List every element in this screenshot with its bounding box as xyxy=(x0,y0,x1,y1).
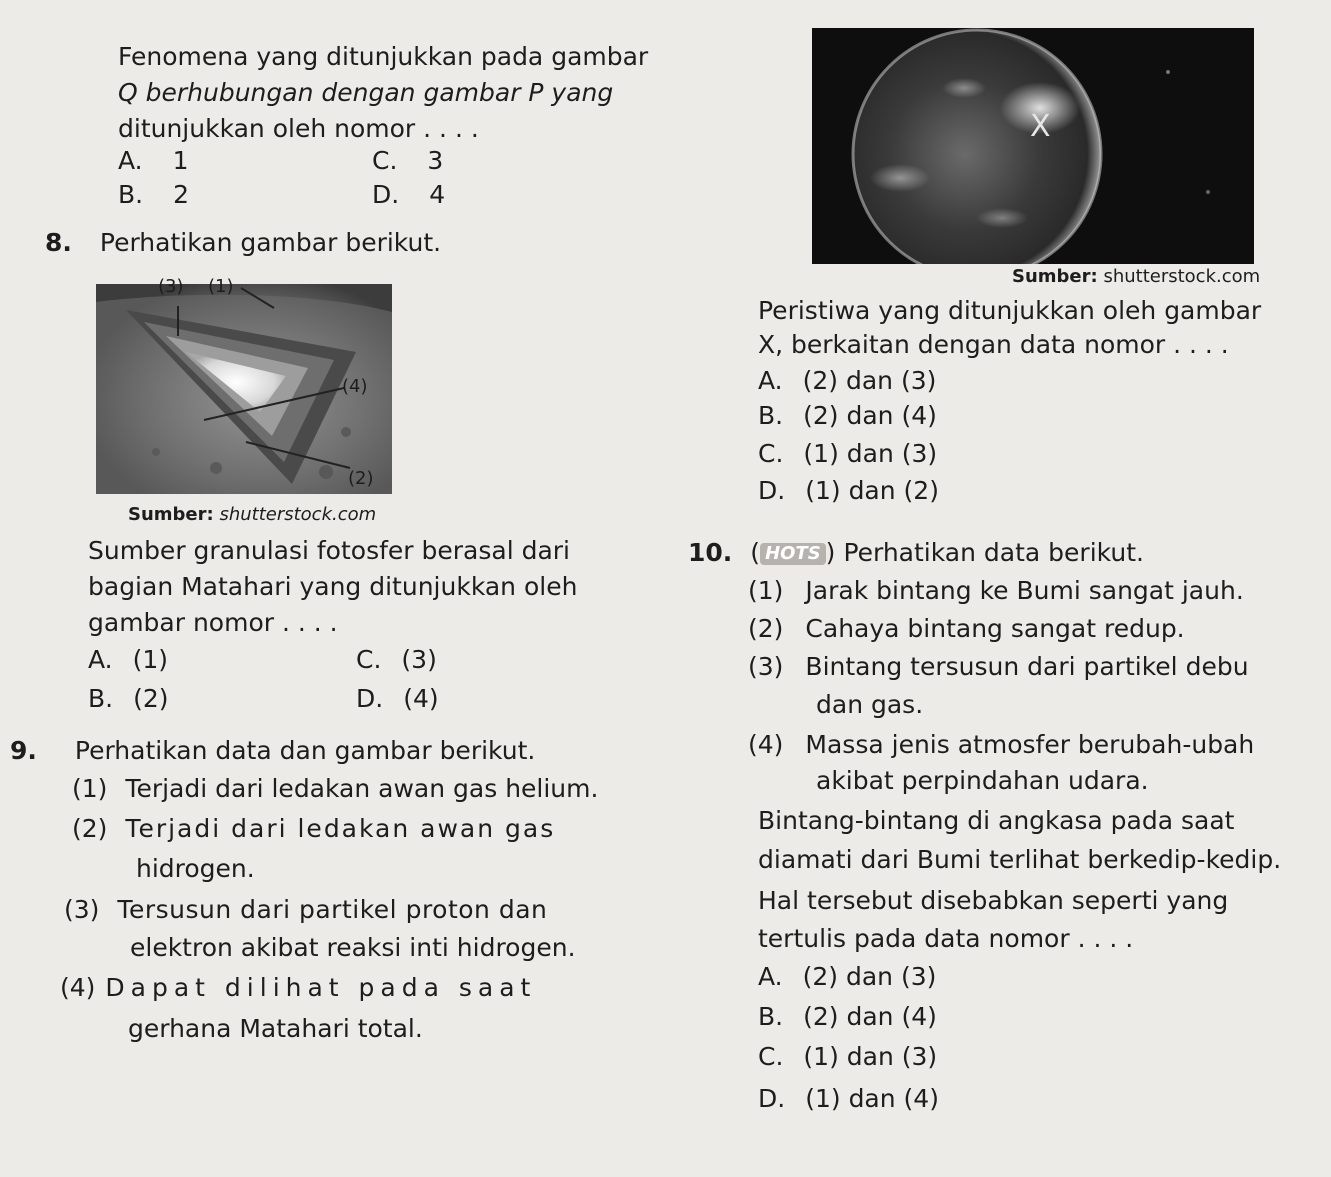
q9-item-4 xyxy=(60,973,536,1003)
q8-stem-line2: bagian Matahari yang ditunjukkan oleh xyxy=(88,572,578,601)
item-text: Tersusun dari partikel proton dan xyxy=(117,895,548,924)
option-letter: D. xyxy=(758,476,786,505)
item-number: (1) xyxy=(748,576,784,605)
option-letter: A. xyxy=(118,146,143,175)
q10-option-d[interactable] xyxy=(758,1084,939,1114)
option-letter: A. xyxy=(758,962,783,991)
option-text: (2) dan (3) xyxy=(802,962,937,991)
q7-stem-line3: ditunjukkan oleh nomor . . . . xyxy=(118,114,479,143)
item-text: Dapat dilihat pada saat xyxy=(105,973,537,1002)
label-3: (3) xyxy=(158,276,184,297)
q10-option-a[interactable] xyxy=(758,962,936,992)
q8-option-c[interactable] xyxy=(356,645,437,675)
q9-header xyxy=(10,736,535,766)
q9-stem-line2: X, berkaitan dengan data nomor . . . . xyxy=(758,330,1229,359)
q10-header: 10. ( HOTS ) Perhatikan data berikut. xyxy=(688,538,1144,567)
q10-item-3 xyxy=(748,652,1249,682)
q10-item-1 xyxy=(748,576,1244,606)
item-number: (1) xyxy=(72,774,108,803)
option-letter: C. xyxy=(758,439,784,468)
q8-header xyxy=(45,228,441,258)
q9-option-d[interactable] xyxy=(758,476,939,506)
q9-number: 9. xyxy=(10,736,37,765)
q7-stem-line2-text: Q berhubungan dengan gambar P yang xyxy=(118,78,614,107)
option-text: 1 xyxy=(172,146,189,175)
q10-stem-line3: Hal tersebut disebabkan seperti yang xyxy=(758,886,1229,915)
option-text: 4 xyxy=(429,180,446,209)
option-letter: C. xyxy=(758,1042,784,1071)
item-number: (4) xyxy=(748,730,784,759)
q9-item-4-line2: gerhana Matahari total. xyxy=(128,1014,423,1043)
option-text: (1) xyxy=(132,645,169,674)
label-1: (1) xyxy=(208,276,234,297)
q9-stem-line1: Peristiwa yang ditunjukkan oleh gambar xyxy=(758,296,1262,325)
solar-flare-figure xyxy=(812,28,1254,264)
q10-item-4-line2: akibat perpindahan udara. xyxy=(816,766,1149,795)
q10-stem-line1: Bintang-bintang di angkasa pada saat xyxy=(758,806,1235,835)
option-letter: C. xyxy=(356,645,382,674)
option-text: (1) dan (2) xyxy=(805,476,939,505)
item-number: (3) xyxy=(748,652,784,681)
item-number: (2) xyxy=(72,814,108,843)
q8-option-b[interactable] xyxy=(88,684,169,714)
hots-badge: HOTS xyxy=(760,543,826,565)
option-letter: B. xyxy=(118,180,144,209)
item-text: Terjadi dari ledakan awan gas xyxy=(125,814,556,843)
q8-option-a[interactable] xyxy=(88,645,168,675)
option-text: (2) dan (4) xyxy=(803,401,937,430)
q7-stem-line1: Fenomena yang ditunjukkan pada gambar xyxy=(118,42,649,71)
q8-option-d[interactable] xyxy=(356,684,439,714)
item-number: (4) xyxy=(60,973,96,1002)
q7-option-c[interactable] xyxy=(372,146,443,176)
item-text: Bintang tersusun dari partikel debu xyxy=(805,652,1249,681)
item-text: Jarak bintang ke Bumi sangat jauh. xyxy=(805,576,1244,605)
label-x: X xyxy=(1030,109,1051,144)
option-letter: A. xyxy=(758,366,783,395)
source-label: Sumber: xyxy=(1012,266,1098,287)
option-letter: A. xyxy=(88,645,113,674)
q9-option-c[interactable] xyxy=(758,439,937,469)
q10-stem-line4: tertulis pada data nomor . . . . xyxy=(758,924,1134,953)
q9-option-b[interactable] xyxy=(758,401,937,431)
source-value: shutterstock.com xyxy=(219,504,377,525)
q10-option-b[interactable] xyxy=(758,1002,937,1032)
option-letter: D. xyxy=(758,1084,786,1113)
q9-option-a[interactable] xyxy=(758,366,936,396)
q10-instruction: Perhatikan data berikut. xyxy=(843,538,1144,567)
item-number: (2) xyxy=(748,614,784,643)
item-text: Massa jenis atmosfer berubah-ubah xyxy=(805,730,1255,759)
option-text: (2) xyxy=(133,684,169,713)
source-label: Sumber: xyxy=(128,504,214,525)
option-letter: B. xyxy=(758,1002,784,1031)
option-text: (1) dan (3) xyxy=(803,439,938,468)
label-4: (4) xyxy=(342,376,368,397)
option-text: (3) xyxy=(401,645,437,674)
q7-option-a[interactable] xyxy=(118,146,189,176)
q8-number: 8. xyxy=(45,228,72,257)
item-text: Terjadi dari ledakan awan gas helium. xyxy=(125,774,599,803)
q10-stem-line2: diamati dari Bumi terlihat berkedip-kedip. xyxy=(758,845,1282,874)
option-text: 2 xyxy=(173,180,190,209)
q9-item-2-line2: hidrogen. xyxy=(136,854,255,883)
item-number: (3) xyxy=(64,895,100,924)
option-text: (1) dan (3) xyxy=(803,1042,938,1071)
q8-instruction: Perhatikan gambar berikut. xyxy=(99,228,442,257)
q9-item-3 xyxy=(64,895,547,925)
option-letter: B. xyxy=(758,401,784,430)
q10-item-4 xyxy=(748,730,1254,760)
option-text: (2) dan (3) xyxy=(802,366,937,395)
q7-option-b[interactable] xyxy=(118,180,189,210)
option-text: 3 xyxy=(427,146,444,175)
q8-stem-line1: Sumber granulasi fotosfer berasal dari xyxy=(88,536,571,565)
q9-item-3-line2: elektron akibat reaksi inti hidrogen. xyxy=(130,933,576,962)
q10-option-c[interactable] xyxy=(758,1042,937,1072)
q7-stem-line2 xyxy=(118,78,613,108)
option-letter: C. xyxy=(372,146,398,175)
option-letter: D. xyxy=(372,180,400,209)
source-value: shutterstock.com xyxy=(1103,266,1261,287)
sun-interior-figure xyxy=(96,272,392,494)
q8-figure-source xyxy=(128,504,376,526)
q10-item-3-line2: dan gas. xyxy=(816,690,924,719)
option-text: (2) dan (4) xyxy=(803,1002,937,1031)
option-letter: D. xyxy=(356,684,384,713)
q10-number: 10. xyxy=(688,538,733,567)
option-text: (1) dan (4) xyxy=(805,1084,939,1113)
label-2: (2) xyxy=(348,468,374,489)
q9-item-2 xyxy=(72,814,555,844)
option-text: (4) xyxy=(403,684,439,713)
solar-flare-photo xyxy=(812,28,1254,264)
option-letter: B. xyxy=(88,684,114,713)
q10-item-2 xyxy=(748,614,1185,644)
q7-option-d[interactable] xyxy=(372,180,445,210)
q8-stem-line3: gambar nomor . . . . xyxy=(88,608,338,637)
item-text: Cahaya bintang sangat redup. xyxy=(805,614,1185,643)
q9-figure-source xyxy=(1012,266,1260,288)
q9-instruction: Perhatikan data dan gambar berikut. xyxy=(74,736,536,765)
q9-item-1 xyxy=(72,774,598,804)
